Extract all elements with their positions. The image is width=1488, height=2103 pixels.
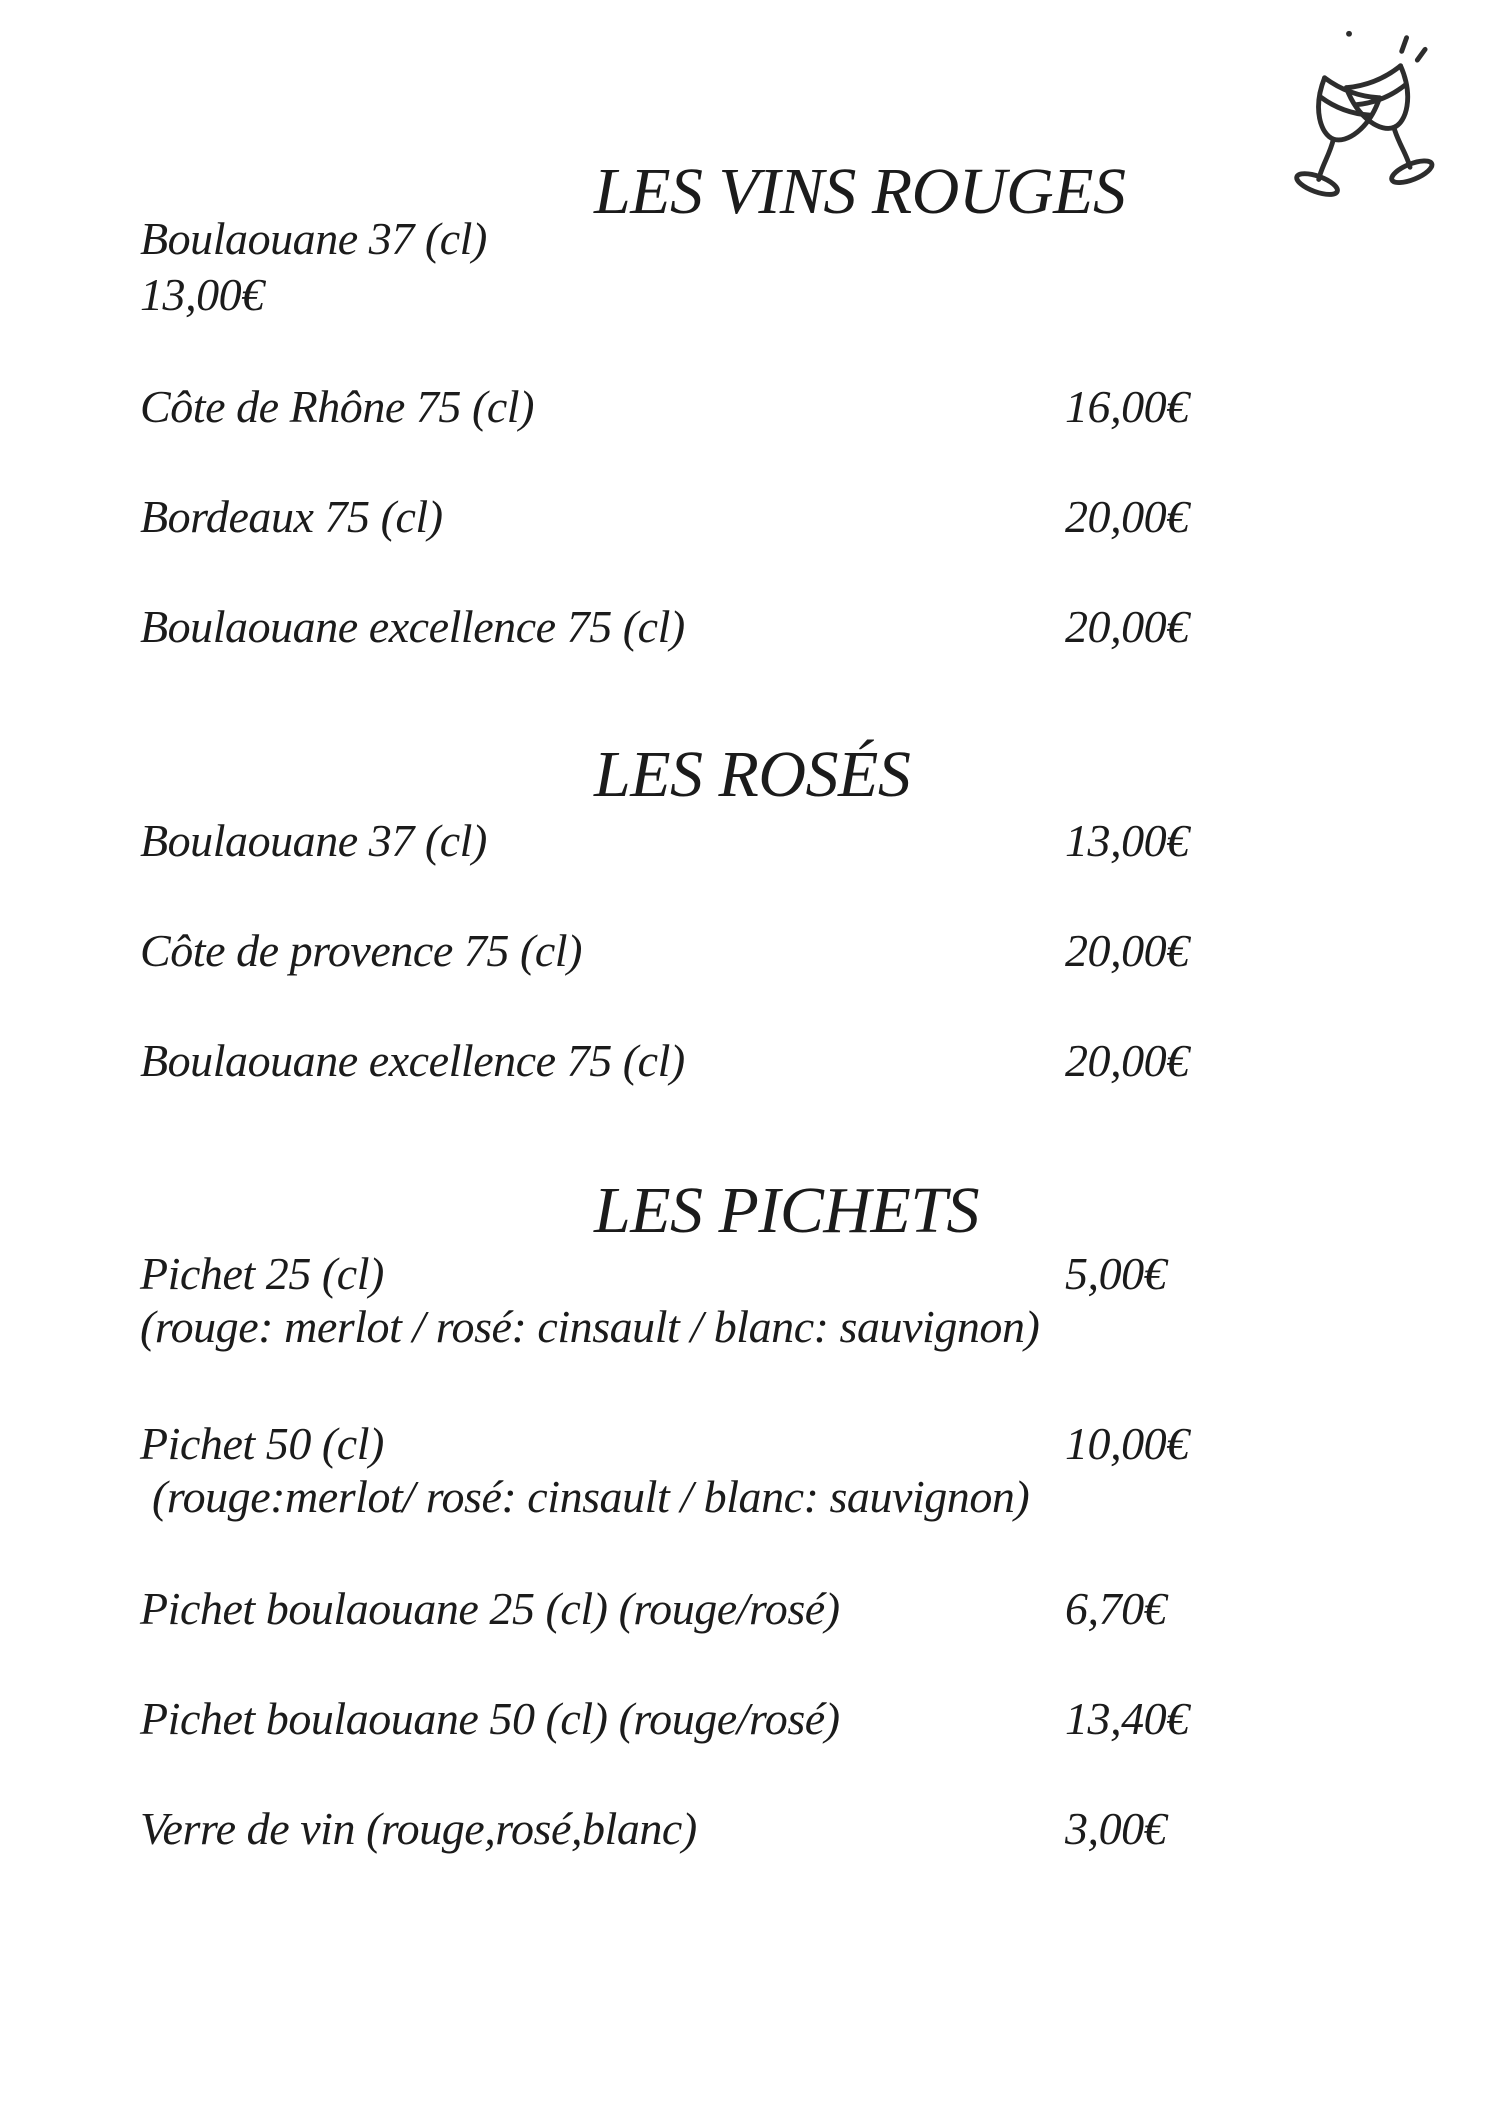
item-price: 20,00€ bbox=[1065, 1035, 1189, 1086]
item-name: Côte de provence 75 (cl) bbox=[140, 925, 582, 976]
item-price: 13,00€ bbox=[1065, 815, 1189, 866]
clinking-wine-glasses-icon bbox=[1245, 24, 1455, 224]
item-price: 3,00€ bbox=[1065, 1803, 1167, 1854]
item-note: (rouge: merlot / rosé: cinsault / blanc: sauvignon) bbox=[140, 1301, 1040, 1352]
item-name: Pichet boulaouane 25 (cl) (rouge/rosé) bbox=[140, 1583, 840, 1634]
item-name: Bordeaux 75 (cl) bbox=[140, 491, 443, 542]
item-name: Pichet 25 (cl) bbox=[140, 1248, 384, 1299]
item-name: Pichet 50 (cl) bbox=[140, 1418, 384, 1469]
item-name: Pichet boulaouane 50 (cl) (rouge/rosé) bbox=[140, 1693, 840, 1744]
section-title-pichets: LES PICHETS bbox=[594, 1174, 980, 1247]
item-price: 16,00€ bbox=[1065, 381, 1189, 432]
item-price: 10,00€ bbox=[1065, 1418, 1189, 1469]
item-name: Boulaouane excellence 75 (cl) bbox=[140, 1035, 685, 1086]
item-name: Verre de vin (rouge,rosé,blanc) bbox=[140, 1803, 697, 1854]
item-name: Boulaouane 37 (cl) bbox=[140, 213, 487, 264]
item-price: 6,70€ bbox=[1065, 1583, 1167, 1634]
section-title-roses: LES ROSÉS bbox=[594, 738, 911, 811]
item-note: (rouge:merlot/ rosé: cinsault / blanc: sauvignon) bbox=[152, 1471, 1030, 1522]
item-name: Boulaouane 37 (cl) bbox=[140, 815, 487, 866]
item-price: 20,00€ bbox=[1065, 601, 1189, 652]
item-price: 20,00€ bbox=[1065, 925, 1189, 976]
item-price: 13,40€ bbox=[1065, 1693, 1189, 1744]
item-price: 20,00€ bbox=[1065, 491, 1189, 542]
item-name: Côte de Rhône 75 (cl) bbox=[140, 381, 534, 432]
item-price: 13,00€ bbox=[140, 269, 264, 320]
item-name: Boulaouane excellence 75 (cl) bbox=[140, 601, 685, 652]
item-price: 5,00€ bbox=[1065, 1248, 1167, 1299]
section-title-vins-rouges: LES VINS ROUGES bbox=[594, 155, 1126, 228]
